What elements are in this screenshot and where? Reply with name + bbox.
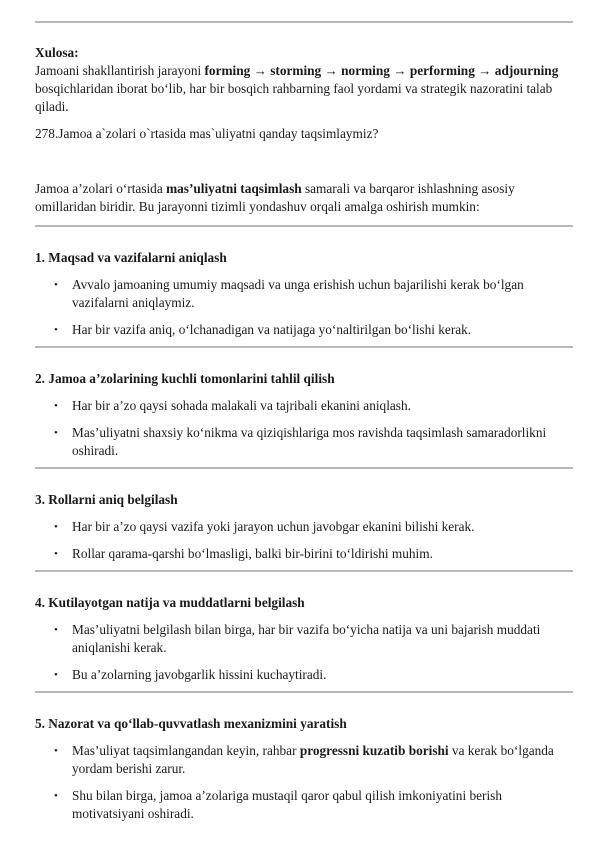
summary-text-suffix: bosqichlaridan iborat bo‘lib, har bir bosqich rahbarning faol yordami va strategik nazoratini talab qiladi. bbox=[35, 81, 553, 114]
summary-text bbox=[35, 62, 573, 116]
list-item: • Avvalo jamoaning umumiy maqsadi va unga erishish uchun bajarilishi kerak bo‘lgan vazifalarni aniqlaymiz. bbox=[35, 276, 573, 312]
list-item: • Mas’uliyatni belgilash bilan birga, har bir vazifa bo‘yicha natija va uni bajarish muddati aniqlanishi kerak. bbox=[35, 621, 573, 657]
divider bbox=[35, 346, 573, 348]
section-heading: 1. Maqsad va vazifalarni aniqlash bbox=[35, 250, 227, 265]
summary-label: Xulosa: bbox=[35, 45, 79, 60]
divider bbox=[35, 570, 573, 572]
divider bbox=[35, 691, 573, 693]
summary-text-prefix: Jamoani shakllantirish jarayoni bbox=[35, 63, 205, 78]
section-2 bbox=[35, 370, 573, 460]
bullet-list bbox=[35, 397, 573, 460]
question-text: 278.Jamoa a`zolari o`rtasida mas`uliyatni qanday taqsimlaymiz? bbox=[35, 126, 379, 141]
list-item: • Har bir a’zo qaysi vazifa yoki jarayon uchun javobgar ekanini bilishi kerak. bbox=[35, 518, 573, 536]
plain-text: Mas’uliyat taqsimlangandan keyin, rahbar bbox=[72, 743, 300, 758]
list-item: • Har bir vazifa aniq, o‘lchanadigan va natijaga yo‘naltirilgan bo‘lishi kerak. bbox=[35, 321, 573, 339]
intro-suffix: samarali va barqaror ishlashning asosiy omillaridan biridir. Bu jarayonni tizimli yondashuv orqali amalga oshirish mumkin: bbox=[35, 181, 515, 214]
intro-prefix: Jamoa a’zolari o‘rtasida bbox=[35, 181, 167, 196]
list-item: • Mas’uliyatni shaxsiy ko‘nikma va qiziqishlariga mos ravishda taqsimlash samaradorlikni oshiradi. bbox=[35, 424, 573, 460]
section-heading: 3. Rollarni aniq belgilash bbox=[35, 492, 178, 507]
section-heading: 5. Nazorat va qo‘llab-quvvatlash mexanizmini yaratish bbox=[35, 716, 347, 731]
list-item: • Shu bilan birga, jamoa a’zolariga mustaqil qaror qabul qilish imkoniyatini berish motivatsiyani oshiradi. bbox=[35, 787, 573, 823]
intro-bold: mas’uliyatni taqsimlash bbox=[166, 181, 302, 196]
section-heading: 2. Jamoa a’zolarining kuchli tomonlarini tahlil qilish bbox=[35, 371, 335, 386]
intro-paragraph bbox=[35, 180, 573, 216]
section-3 bbox=[35, 491, 573, 563]
list-item: • Rollar qarama-qarshi bo‘lmasligi, balki bir-birini to‘ldirishi muhim. bbox=[35, 545, 573, 563]
section-5 bbox=[35, 715, 573, 823]
list-item bbox=[35, 742, 573, 778]
divider bbox=[35, 225, 573, 227]
bullet-list bbox=[35, 518, 573, 563]
list-item: • Bu a’zolarning javobgarlik hissini kuchaytiradi. bbox=[35, 666, 573, 684]
section-heading: 4. Kutilayotgan natija va muddatlarni belgilash bbox=[35, 595, 305, 610]
plain-text: va kerak bo‘lganda yordam berishi zarur. bbox=[72, 743, 554, 776]
list-item: • Har bir a’zo qaysi sohada malakali va tajribali ekanini aniqlash. bbox=[35, 397, 573, 415]
section-1 bbox=[35, 249, 573, 339]
summary-stages: forming → storming → norming → performing → adjourning bbox=[204, 63, 559, 78]
divider bbox=[35, 467, 573, 469]
bullet-list bbox=[35, 621, 573, 684]
bullet-list bbox=[35, 276, 573, 339]
summary-block bbox=[35, 44, 573, 116]
emphasis-text: progressni kuzatib borishi bbox=[299, 743, 449, 758]
bullet-list bbox=[35, 742, 573, 823]
section-4 bbox=[35, 594, 573, 684]
divider-top bbox=[35, 21, 573, 23]
